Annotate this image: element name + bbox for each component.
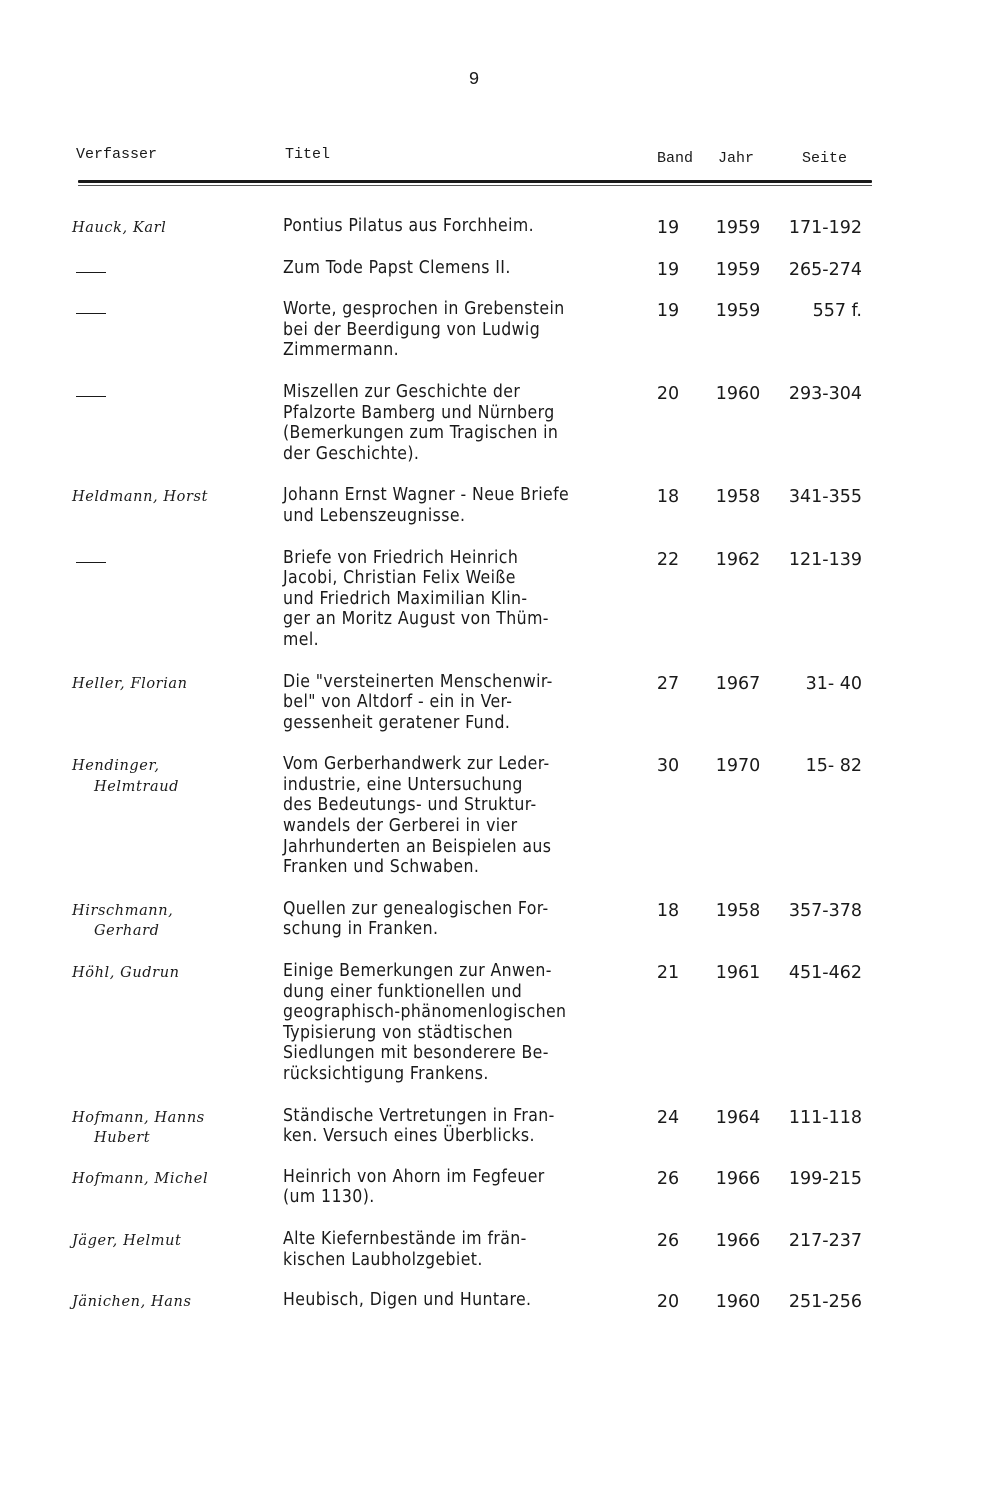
entry-row — [0, 258, 1000, 279]
entry-band: 21 — [656, 963, 680, 984]
entry-row — [0, 754, 1000, 878]
ditto-dash — [76, 272, 106, 273]
entry-list — [0, 216, 1000, 1311]
entry-author-line: Heller, Florian — [72, 675, 188, 692]
entry-author-line: Jäger, Helmut — [72, 1232, 182, 1249]
entry-seite: 15- 82 — [805, 756, 862, 777]
entry-band: 30 — [656, 756, 680, 777]
entry-seite: 171-192 — [788, 218, 862, 238]
entry-band: 19 — [656, 259, 680, 280]
entry-title: Miszellen zur Geschichte der Pfalzorte Bamberg und Nürnberg (Bemerkungen zum Tragischen in der Geschichte). — [283, 381, 559, 464]
entry-author — [72, 218, 272, 239]
entry-row — [0, 961, 1000, 1085]
entry-title: Johann Ernst Wagner - Neue Briefe und Lebenszeugnisse. — [283, 485, 570, 526]
entry-row — [0, 1167, 1000, 1208]
entry-row — [0, 299, 1000, 361]
header-rule-thin — [78, 185, 872, 186]
entry-row — [0, 672, 1000, 734]
entry-band: 18 — [656, 487, 680, 508]
entry-author-line: Gerhard — [94, 923, 160, 940]
entry-author-line: Hofmann, Hanns — [72, 1109, 205, 1126]
header-jahr: Jahr — [718, 150, 755, 167]
entry-author — [72, 550, 272, 563]
entry-band: 19 — [656, 301, 680, 322]
entry-title: Die "versteinerten Menschenwir- bel" von Altdorf - ein in Ver- gessenheit geratener Fund. — [283, 671, 553, 733]
entry-row — [0, 485, 1000, 526]
entry-title: Alte Kiefernbestände im frän- kischen Laubholzgebiet. — [283, 1228, 527, 1270]
entry-seite: 111-118 — [788, 1107, 862, 1128]
entry-seite: 251-256 — [788, 1292, 862, 1313]
entry-author-line: Hauck, Karl — [72, 220, 167, 236]
entry-seite: 293-304 — [788, 383, 862, 404]
entry-seite: 557 f. — [812, 301, 862, 322]
entry-band: 20 — [656, 1292, 680, 1313]
entry-seite: 357-378 — [788, 900, 862, 921]
entry-jahr: 1958 — [715, 487, 761, 508]
entry-row — [0, 1290, 1000, 1311]
entry-jahr: 1959 — [715, 301, 761, 322]
entry-jahr: 1962 — [715, 549, 761, 570]
entry-author — [72, 260, 272, 273]
entry-author-line: Hofmann, Michel — [72, 1170, 209, 1187]
entry-author-line: Hendinger, — [72, 758, 160, 775]
entry-seite: 217-237 — [788, 1230, 862, 1251]
ditto-dash — [76, 313, 106, 314]
entry-band: 18 — [656, 900, 680, 921]
entry-band: 24 — [656, 1107, 680, 1128]
header-title: Titel — [285, 146, 331, 163]
entry-jahr: 1961 — [715, 963, 761, 984]
entry-jahr: 1958 — [715, 900, 761, 921]
entry-author — [72, 1108, 272, 1149]
entry-seite: 265-274 — [788, 259, 862, 280]
entry-seite: 31- 40 — [805, 673, 862, 694]
entry-title: Heinrich von Ahorn im Fegfeuer (um 1130). — [283, 1166, 545, 1208]
entry-jahr: 1959 — [715, 259, 761, 280]
entry-title: Einige Bemerkungen zur Anwen- dung einer funktionellen und geographisch-phänomenlogischen Typisierung von städtischen Siedlungen mit besonderere Be- rücksichtigung Frankens. — [283, 961, 567, 1084]
entry-author — [72, 301, 272, 314]
entry-title: Pontius Pilatus aus Forchheim. — [283, 216, 535, 236]
entry-jahr: 1966 — [715, 1168, 761, 1189]
entry-author-line: Heldmann, Horst — [72, 489, 209, 506]
entry-author — [72, 1169, 272, 1190]
entry-title: Ständische Vertretungen in Fran- ken. Versuch eines Überblicks. — [283, 1105, 555, 1147]
entry-row — [0, 382, 1000, 464]
entry-band: 19 — [656, 218, 680, 238]
entry-row — [0, 899, 1000, 940]
entry-jahr: 1967 — [715, 673, 761, 694]
entry-author — [72, 674, 272, 695]
entry-author — [72, 487, 272, 508]
entry-jahr: 1960 — [715, 1292, 761, 1313]
header-rule — [78, 180, 872, 183]
entry-author-line: Hirschmann, — [72, 902, 174, 919]
entry-jahr: 1966 — [715, 1230, 761, 1251]
table-header — [0, 146, 1000, 176]
entry-title: Quellen zur genealogischen For- schung in Franken. — [283, 898, 549, 940]
entry-jahr: 1960 — [715, 383, 761, 404]
entry-author — [72, 1231, 272, 1252]
entry-author-line: Höhl, Gudrun — [72, 965, 180, 982]
entry-author-line: Helmtraud — [94, 778, 180, 795]
entry-title: Briefe von Friedrich Heinrich Jacobi, Christian Felix Weiße und Friedrich Maximilian Klin- ger an Moritz August von Thüm- mel. — [283, 547, 549, 650]
entry-band: 20 — [656, 383, 680, 404]
entry-row — [0, 548, 1000, 651]
entry-band: 22 — [656, 549, 680, 570]
entry-row — [0, 1106, 1000, 1147]
entry-band: 26 — [656, 1230, 680, 1251]
entry-seite: 451-462 — [788, 963, 862, 984]
entry-author — [72, 756, 272, 797]
entry-title: Vom Gerberhandwerk zur Leder- industrie, eine Untersuchung des Bedeutungs- und Struktur- wandels der Gerberei in vier Jahrhunderten an Beispielen aus Franken und Schwaben. — [283, 754, 552, 878]
entry-seite: 341-355 — [788, 487, 862, 508]
entry-band: 27 — [656, 673, 680, 694]
entry-title: Worte, gesprochen in Grebenstein bei der Beerdigung von Ludwig Zimmermann. — [283, 299, 565, 361]
entry-jahr: 1970 — [715, 756, 761, 777]
entry-author-line: Hubert — [94, 1130, 151, 1147]
entry-band: 26 — [656, 1168, 680, 1189]
ditto-dash — [76, 562, 106, 563]
entry-author — [72, 384, 272, 397]
header-band: Band — [657, 150, 694, 167]
entry-seite: 199-215 — [788, 1168, 862, 1189]
entry-title: Zum Tode Papst Clemens II. — [283, 257, 511, 278]
entry-author — [72, 963, 272, 984]
entry-jahr: 1959 — [715, 218, 761, 238]
entry-author-line: Jänichen, Hans — [72, 1294, 192, 1311]
entry-row — [0, 216, 1000, 237]
entry-author — [72, 901, 272, 942]
entry-jahr: 1964 — [715, 1107, 761, 1128]
header-seite: Seite — [802, 150, 848, 167]
entry-seite: 121-139 — [788, 549, 862, 570]
entry-author — [72, 1292, 272, 1313]
ditto-dash — [76, 396, 106, 397]
entry-title: Heubisch, Digen und Huntare. — [283, 1290, 532, 1311]
page-number: 9 — [468, 70, 480, 90]
header-author: Verfasser — [76, 146, 158, 163]
entry-row — [0, 1229, 1000, 1270]
